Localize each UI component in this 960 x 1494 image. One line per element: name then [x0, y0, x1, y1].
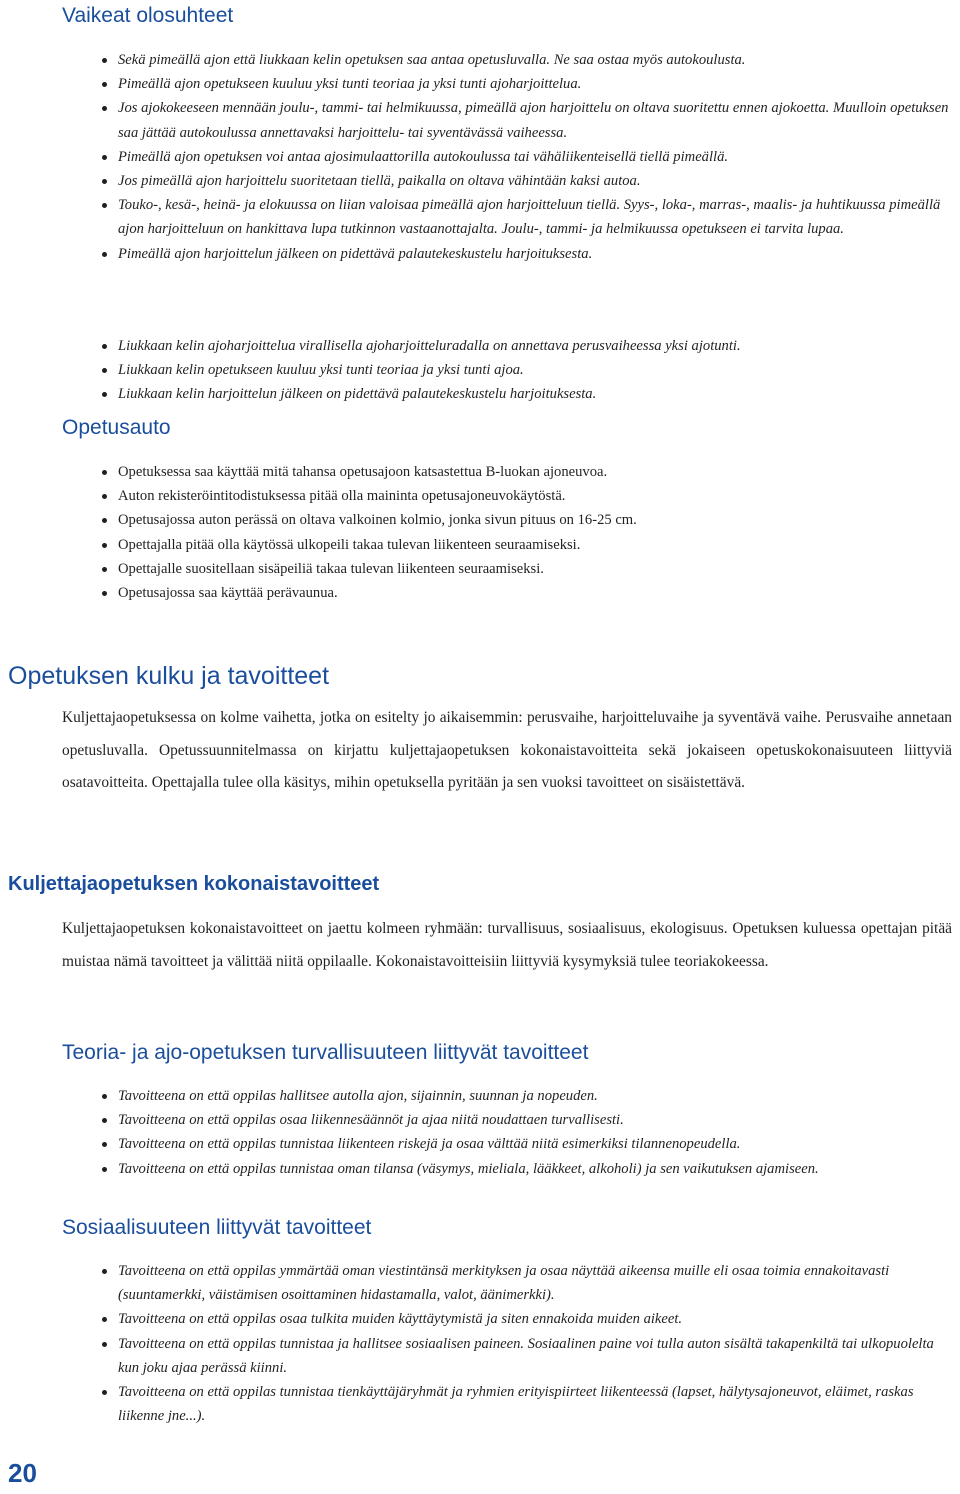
heading-kokonaistavoitteet: Kuljettajaopetuksen kokonaistavoitteet [8, 873, 380, 895]
list-item: Touko-, kesä-, heinä- ja elokuussa on liian valoisaa pimeällä ajon harjoitteluun tiellä. Syys-, loka-, marras-, maalis- ja huhtikuussa pimeällä ajon harjoitteluun on hankittava lupa tutkinnon vastaanottajalta. Joulu-, tammi- ja helmikuussa opetukseen ei tarvita lupaa. [100, 193, 958, 241]
list-item: Pimeällä ajon opetukseen kuuluu yksi tunti teoriaa ja yksi tunti ajoharjoittelua. [100, 72, 958, 96]
list-item: Tavoitteena on että oppilas osaa liikennesäännöt ja ajaa niitä noudattaen turvallisesti. [100, 1108, 958, 1132]
list-item: Liukkaan kelin opetukseen kuuluu yksi tunti teoriaa ja yksi tunti ajoa. [100, 358, 958, 382]
list-item: Tavoitteena on että oppilas osaa tulkita muiden käyttäytymistä ja siten ennakoida muiden aikeet. [100, 1307, 958, 1331]
heading-opetuksen-kulku: Opetuksen kulku ja tavoitteet [8, 662, 330, 690]
list-item: Opettajalle suositellaan sisäpeiliä takaa tulevan liikenteen seuraamiseksi. [100, 557, 958, 581]
list-item: Auton rekisteröintitodistuksessa pitää olla maininta opetusajoneuvokäytöstä. [100, 484, 958, 508]
list-item: Opetusajossa saa käyttää perävaunua. [100, 581, 958, 605]
list-slippery-driving [100, 334, 958, 407]
list-item: Tavoitteena on että oppilas tunnistaa oman tilansa (väsymys, mieliala, lääkkeet, alkoholi) ja sen vaikutuksen ajamiseen. [100, 1157, 958, 1181]
list-item: Jos pimeällä ajon harjoittelu suoritetaan tiellä, paikalla on oltava vähintään kaksi autoa. [100, 169, 958, 193]
list-turvallisuus [100, 1084, 958, 1181]
list-item: Tavoitteena on että oppilas hallitsee autolla ajon, sijainnin, suunnan ja nopeuden. [100, 1084, 958, 1108]
list-item: Opetuksessa saa käyttää mitä tahansa opetusajoon katsastettua B-luokan ajoneuvoa. [100, 460, 958, 484]
heading-vaikeat-olosuhteet: Vaikeat olosuhteet [62, 4, 234, 27]
heading-opetusauto: Opetusauto [62, 416, 171, 439]
list-item: Sekä pimeällä ajon että liukkaan kelin opetuksen saa antaa opetusluvalla. Ne saa ostaa myös autokoulusta. [100, 48, 958, 72]
list-opetusauto [100, 460, 958, 605]
list-item: Tavoitteena on että oppilas tunnistaa tienkäyttäjäryhmät ja ryhmien erityispiirteet liikenteessä (lapset, hälytysajoneuvot, eläimet, raskas liikenne jne...). [100, 1380, 958, 1428]
list-item: Tavoitteena on että oppilas ymmärtää oman viestintänsä merkityksen ja osaa näyttää aikeensa muille eli osaa toimia ennakoitavasti (suuntamerkki, väistämisen osoittaminen hidastamalla, valot, äänimerkki). [100, 1259, 958, 1307]
paragraph-opetuksen-kulku: Kuljettajaopetuksessa on kolme vaihetta, jotka on esitelty jo aikaisemmin: perusvaihe, harjoitteluvaihe ja syventävä vaihe. Perusvaihe annetaan opetusluvalla. Opetussuunnitelmassa on kirjattu kuljettajaopetuksen kokonaistavoitteita sekä jokaiseen opetuskokonaisuuteen liittyviä osatavoitteita. Opettajalla tulee olla käsitys, mihin opetuksella pyritään ja sen vuoksi tavoitteet on sisäistettävä. [62, 709, 952, 791]
heading-turvallisuus-tavoitteet: Teoria- ja ajo-opetuksen turvallisuuteen liittyvät tavoitteet [62, 1041, 589, 1064]
list-sosiaalisuus [100, 1259, 958, 1428]
list-dark-driving [100, 48, 958, 266]
list-item: Tavoitteena on että oppilas tunnistaa liikenteen riskejä ja osaa välttää niitä esimerkiksi tilannenopeudella. [100, 1132, 958, 1156]
page-number: 20 [8, 1458, 37, 1488]
list-item: Pimeällä ajon opetuksen voi antaa ajosimulaattorilla autokoulussa tai vähäliikenteisellä tiellä pimeällä. [100, 145, 958, 169]
list-item: Pimeällä ajon harjoittelun jälkeen on pidettävä palautekeskustelu harjoituksesta. [100, 242, 958, 266]
paragraph-kokonaistavoitteet: Kuljettajaopetuksen kokonaistavoitteet on jaettu kolmeen ryhmään: turvallisuus, sosiaalisuus, ekologisuus. Opetuksen kuluessa opettajan pitää muistaa nämä tavoitteet ja välittää niitä oppilaalle. Kokonaistavoitteisiin liittyviä kysymyksiä tulee teoriakokeessa. [62, 920, 952, 970]
list-item: Liukkaan kelin harjoittelun jälkeen on pidettävä palautekeskustelu harjoituksesta. [100, 382, 958, 406]
list-item: Liukkaan kelin ajoharjoittelua virallisella ajoharjoitteluradalla on annettava perusvaiheessa yksi ajotunti. [100, 334, 958, 358]
list-item: Tavoitteena on että oppilas tunnistaa ja hallitsee sosiaalisen paineen. Sosiaalinen paine voi tulla auton sisältä takapenkiltä tai ulkopuolelta kun joku ajaa perässä kiinni. [100, 1332, 958, 1380]
list-item: Opetusajossa auton perässä on oltava valkoinen kolmio, jonka sivun pituus on 16-25 cm. [100, 508, 958, 532]
list-item: Opettajalla pitää olla käytössä ulkopeili takaa tulevan liikenteen seuraamiseksi. [100, 533, 958, 557]
heading-sosiaalisuus-tavoitteet: Sosiaalisuuteen liittyvät tavoitteet [62, 1216, 372, 1239]
list-item: Jos ajokokeeseen mennään joulu-, tammi- tai helmikuussa, pimeällä ajon harjoittelu on oltava suoritettu ennen ajokoetta. Muulloin opetuksen saa jättää autokoulussa annettavaksi harjoittelu- tai syventävässä vaiheessa. [100, 96, 958, 144]
